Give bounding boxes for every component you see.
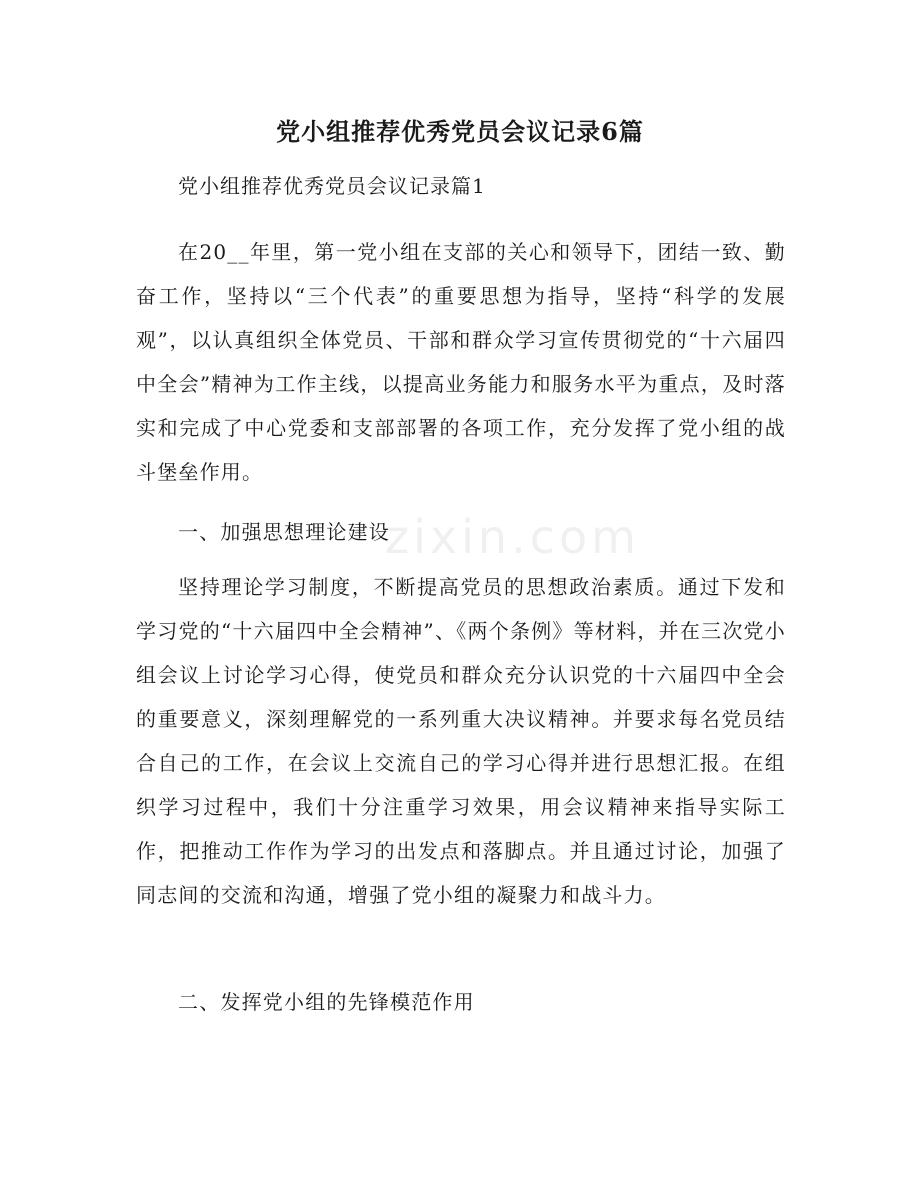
section-heading-2: 二、发挥党小组的先锋模范作用 (178, 990, 475, 1014)
section-heading-1: 一、加强思想理论建设 (178, 520, 390, 544)
paragraph-theory: 坚持理论学习制度，不断提高党员的思想政治素质。通过下发和学习党的“十六届四中全会精神”、《两个条例》等材料，并在三次党小组会议上讨论学习心得，使党员和群众充分认识党的十六届四中全会的重要意义，深刻理解党的一系列重大决议精神。并要求每名党员结合自己的工作，在会议上交流自己的学习心得并进行思想汇报。在组织学习过程中，我们十分注重学习效果，用会议精神来指导实际工作，把推动工作作为学习的出发点和落脚点。并且通过讨论，加强了同志间的交流和沟通，增强了党小组的凝聚力和战斗力。 (136, 575, 786, 907)
section-subtitle: 党小组推荐优秀党员会议记录篇1 (178, 174, 486, 198)
paragraph-intro: 在20__年里，第一党小组在支部的关心和领导下，团结一致、勤奋工作，坚持以“三个代表”的重要思想为指导，坚持“科学的发展观”，以认真组织全体党员、干部和群众学习宣传贯彻党的“十六届四中全会”精神为工作主线，以提高业务能力和服务水平为重点，及时落实和完成了中心党委和支部部署的各项工作，充分发挥了党小组的战斗堡垒作用。 (136, 240, 786, 484)
document-title: 党小组推荐优秀党员会议记录6篇 (276, 117, 644, 146)
watermark: zixin.com (385, 510, 640, 564)
